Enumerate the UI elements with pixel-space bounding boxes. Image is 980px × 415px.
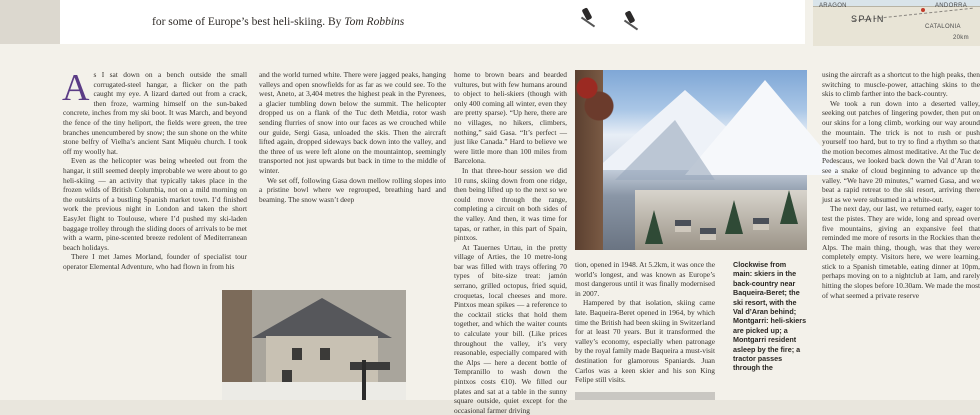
map-location-marker	[921, 8, 925, 12]
paragraph: In that three-hour session we did 10 runs, skiing down from one ridge, then being lifted up to the next so we could move through the range, completing a circuit on both sides of the valley. And then, it was time for tapas, or rather, in this part of Spain, pintxos.	[454, 165, 567, 243]
paragraph: We took a run down into a deserted valley, seeking out patches of lingering powder, then put on our skins for a long climb, working our way around the mountain. The trick is not to rush or push yourself too hard, but to try to find a rhythm so that the motion becomes almost meditative. At the Tuc de Pedescaus, we looked back down the Val d’Aran to see a snake of cloud beginning to advance up the valley. “We have 20 minutes,” warned Gasa, and we beat a rapid retreat to the ski resort, arriving there just as we were subsumed in a white-out.	[822, 98, 980, 204]
article-column-1	[62, 67, 247, 400]
photo-ski-resort	[575, 70, 807, 250]
drop-cap: A	[62, 67, 90, 109]
map-label-spain: SPAIN	[851, 14, 885, 24]
article-column-3	[454, 70, 567, 415]
paragraph: We set off, following Gasa down mellow rolling slopes into a pristine bowl where we regrouped, breathing hard and beaming. The snow wasn’t deep	[259, 175, 446, 204]
paragraph: Hampered by that isolation, skiing came late. Baqueira-Beret opened in 1964, by which time the British had been skiing in Switzerland for at least 70 years. But it transformed the valley’s economy, especially when patronage by the royal family made Baqueira a must-visit destination for glamorous Spaniards. Juan Carlos was a keen skier and his son King Felipe still visits.	[575, 298, 715, 385]
photo-montgarri-house	[222, 290, 406, 400]
photo-caption: Clockwise from main: skiers in the back-country near Baqueira-Beret; the ski resort, with the Val d’Aran behind; Montgarri: heli-skiers are picked up; a Montgarri resident asleep by the fire; a tractor passes through the	[733, 260, 807, 373]
map-scale: 20km	[953, 35, 969, 41]
article-column-4	[575, 260, 715, 400]
map-label-aragon: ARAGON	[819, 3, 847, 9]
paragraph-text: s I sat down on a bench outside the small corrugated-steel hangar, a flicker on the path caught my eye. A lizard darted out from a crack, then froze, warming himself on the sun-baked concrete, inches from my ski boot. It was March, and beyond the fence of the tiny heliport, the fields were green, the tree branches unencumbered by snow; the sun shone on the white stone belfry of Vielha’s ancient Sant Miquèu church. I took off my woolly hat.	[63, 70, 247, 156]
skier-figure	[580, 6, 594, 28]
author-name: Tom Robbins	[344, 16, 405, 28]
paragraph: home to brown bears and bearded vultures, but with few humans around to object to heli-skiers (though with only 400 coming all winter, even they are pretty sparse). “Up here, there are no villages, no hikers, climbers, nothing,” said Gasa. “It’s perfect — just like Canada.” Hard to believe we were little more than 100 miles from Barcelona.	[454, 70, 567, 166]
header-photo-edge	[0, 0, 60, 44]
paragraph	[62, 67, 247, 156]
paragraph: tion, opened in 1948. At 5.2km, it was once the world’s longest, and was known as Europe’s most dangerous until it was finally modernised in 2007.	[575, 260, 715, 298]
paragraph: and the world turned white. There were jagged peaks, hanging valleys and open snowfields for as far as we could see. To the west, Aneto, at 3,404 metres the highest peak in the Pyrenees, a glacier tumbling down below the summit. The helicopter dropped us on a flank of the Tuc deth Metdia, rotor wash sending flurries of snow into our faces as we crouched while our guide, Sergi Gasa, unloaded the skis. Then the aircraft lifted again, dropped sideways back down into the valley, and the three of us were left alone on the mountaintop, seemingly transported not just upwards but back in time to the middle of winter.	[259, 70, 446, 175]
article-column-5	[822, 70, 980, 400]
location-map	[813, 0, 980, 44]
paragraph: At Tauernes Urtau, in the pretty village of Arties, the 10 metre-long bar was filled with trays offering 70 types of bite-size treat: jamón serrano, grilled octopus, fried squid, croquetas, local cheeses and more. Pintxos mean spikes — a reference to the cocktail sticks that hold them together, and which the waiter counts to calculate your bill. (Like prices throughout the valley, it’s very reasonable, especially compared with the Alps — here a decent bottle of Tempranillo to wash down the pintxos costs €10). We filled our plates and sat at a table in the sunny square outside, quiet except for the occasional farmer driving	[454, 242, 567, 415]
article-column-2	[259, 70, 446, 282]
standfirst-text: for some of Europe’s best heli-skiing. By	[152, 16, 345, 28]
paragraph: using the aircraft as a shortcut to the high peaks, then switching to muscle-power, attaching skins to the skis to climb farther into the back-country.	[822, 70, 980, 99]
photo-bottom-edge	[575, 392, 715, 400]
paragraph: There I met James Morland, founder of specialist tour operator Elemental Adventure, who had flown in from his	[63, 252, 247, 271]
paragraph: The next day, our last, we returned early, eager to test the pistes. They are wide, long and spread over five mountains, giving an expansive feel that reminded me more of resorts in the Rockies than the Alps. The main thing, though, was that they were completely empty. Visitors here, we were learning, stick to a Spanish timetable, eating dinner at 10pm, perhaps moving on to a nightclub at 1am, and rarely hitting the slopes before 10.30am. We made the most of what seemed a private reserve	[822, 204, 980, 300]
paragraph: Even as the helicopter was being wheeled out from the hangar, it still seemed deeply improbable we were about to go heli-skiing — an activity that typically takes place in the frozen wilds of British Columbia, not on a mild morning on the outskirts of a bustling Spanish market town. I’d finished work the previous night in London and taken the short EasyJet flight to Toulouse, where I’d pushed my ski-laden baggage trolley through the sliding doors of arrivals to be met with a warm, pine-scented breeze redolent of Mediterranean beach holidays.	[63, 156, 247, 252]
map-label-catalonia: CATALONIA	[925, 24, 961, 30]
standfirst-byline	[152, 16, 404, 28]
skier-figure	[623, 9, 637, 31]
header-band	[60, 0, 805, 44]
map-label-andorra: ANDORRA	[935, 3, 968, 9]
